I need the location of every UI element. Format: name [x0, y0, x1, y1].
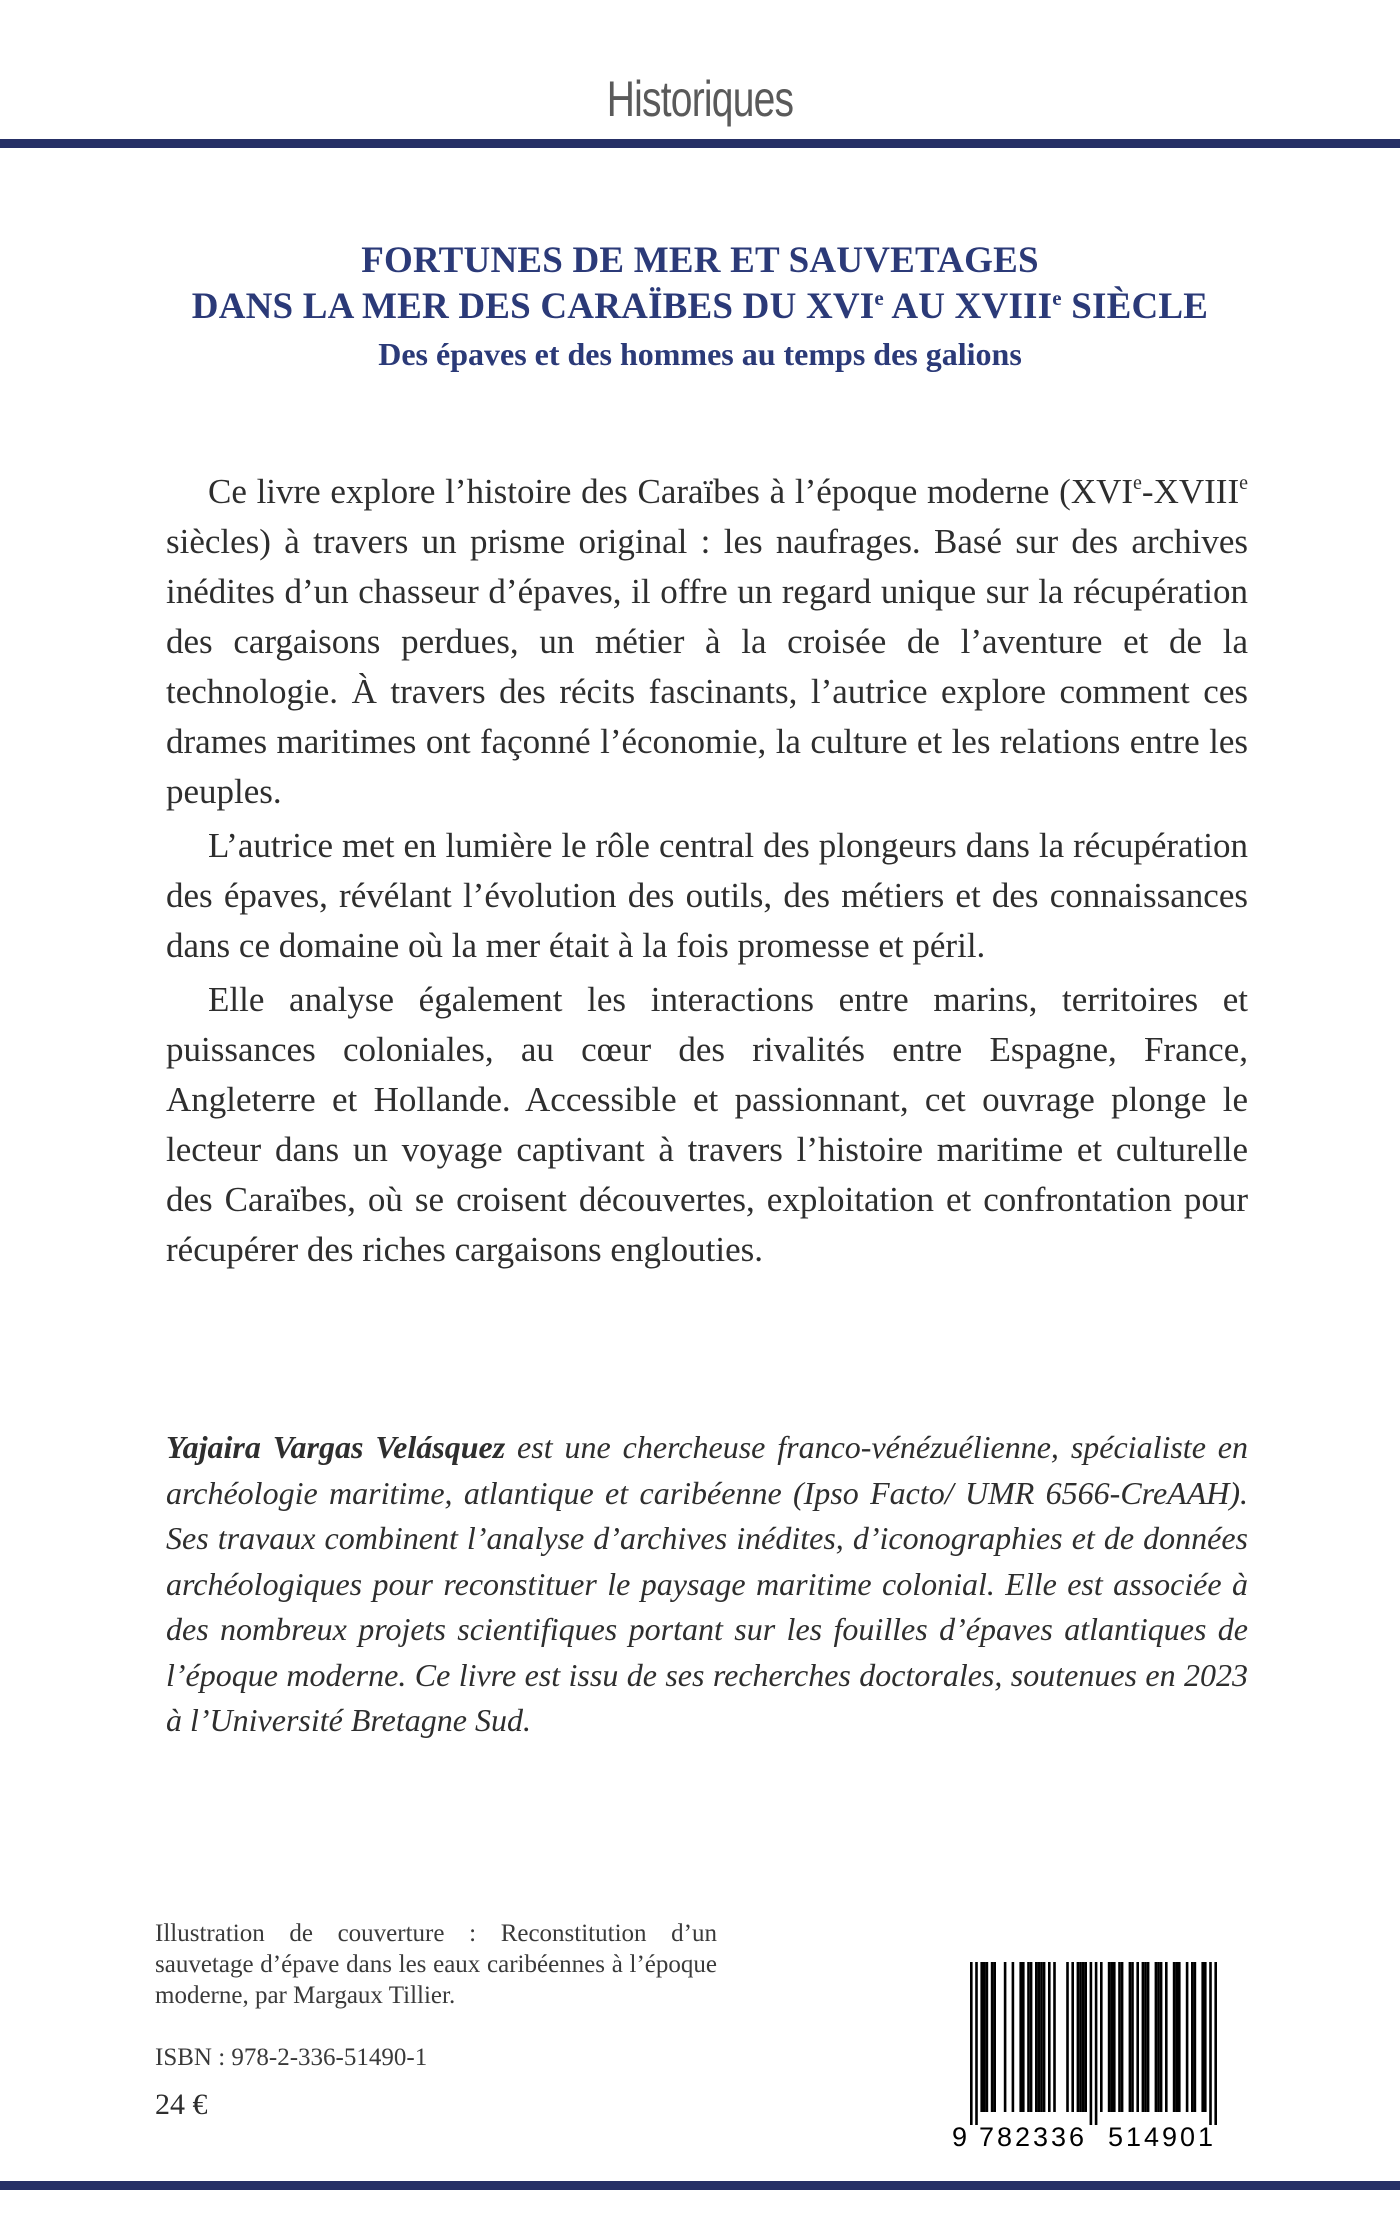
barcode-bar — [1178, 1962, 1181, 2112]
barcode-bar — [1194, 1962, 1197, 2112]
barcode-bar — [986, 1962, 989, 2112]
barcode-bar — [980, 1962, 983, 2112]
barcode-bar — [1173, 1962, 1176, 2112]
barcode-bar — [1209, 1962, 1212, 2125]
title-line-2-post: SIÈCLE — [1061, 286, 1209, 327]
barcode-bar — [1040, 1962, 1043, 2112]
barcode-bar — [975, 1962, 978, 2125]
summary — [166, 467, 1248, 1275]
summary-paragraph-2: L’autrice met en lumière le rôle central des plongeurs dans la récupération des épaves, révélant l’évolution des outils, des métiers et des connaissances dans ce domaine où la mer était à la fois promesse et péril. — [166, 826, 1248, 965]
barcode-bar — [1157, 1962, 1160, 2112]
barcode-bar — [1142, 1962, 1145, 2112]
barcode-bar — [1012, 1962, 1015, 2112]
barcode-bar — [1027, 1962, 1030, 2112]
barcode-bar — [1165, 1962, 1168, 2112]
barcode-bar — [970, 1962, 973, 2125]
series-name: Historiques — [606, 71, 794, 127]
barcode-bar — [1186, 1962, 1189, 2112]
title-line-1: FORTUNES DE MER ET SAUVETAGES — [361, 240, 1039, 281]
barcode-left-digits: 782336 — [978, 2122, 1088, 2152]
barcode-bar — [1160, 1962, 1163, 2112]
barcode-bar — [1084, 1962, 1087, 2112]
barcode-right-digits: 514901 — [1107, 2122, 1217, 2152]
author-name: Yajaira Vargas Velásquez — [166, 1429, 506, 1465]
barcode-bar — [1019, 1962, 1022, 2112]
barcode-bar — [1214, 1962, 1217, 2125]
title-line-2-mid: AU XVIII — [883, 286, 1053, 327]
barcode-bar — [1035, 1962, 1038, 2112]
barcode-bar — [1053, 1962, 1056, 2112]
p1-sup-1: e — [1133, 472, 1142, 494]
barcode-bar — [1079, 1962, 1082, 2112]
barcode-bar — [1082, 1962, 1085, 2112]
barcode-bar — [1004, 1962, 1007, 2112]
summary-paragraph-3: Elle analyse également les interactions entre marins, territoires et puissances coloniales, au cœur des rivalités entre Espagne, France, Angleterre et Hollande. Accessible et passionnant, cet ouvrage plonge le lecteur dans un voyage captivant à travers l’histoire maritime et culturelle des Caraïbes, où se croisent découvertes, exploitation et confrontation pour récupérer des riches cargaisons englouties. — [166, 980, 1248, 1269]
p1-part-a: Ce livre explore l’histoire des Caraïbes à l’époque moderne (XVI — [208, 472, 1134, 511]
author-bio — [166, 1425, 1248, 1744]
barcode-bar — [991, 1962, 994, 2112]
barcode-bar — [1136, 1962, 1139, 2112]
barcode-first-digit: 9 — [952, 2122, 968, 2152]
barcode-bar — [1090, 1962, 1093, 2125]
title-sup-1: e — [874, 286, 884, 310]
summary-paragraph-1 — [166, 467, 1248, 817]
p1-sup-2: e — [1239, 472, 1248, 494]
barcode-bar — [1147, 1962, 1150, 2112]
barcode — [950, 1960, 1235, 2153]
barcode-bar — [1038, 1962, 1041, 2112]
barcode-bar — [1030, 1962, 1033, 2112]
top-rule — [0, 139, 1400, 148]
barcode-bar — [1100, 1962, 1103, 2112]
title-sup-2: e — [1052, 286, 1062, 310]
bottom-rule — [0, 2181, 1400, 2190]
barcode-bar — [1118, 1962, 1121, 2112]
barcode-bar — [1108, 1962, 1111, 2112]
barcode-bar — [1071, 1962, 1074, 2112]
isbn: ISBN : 978-2-336-51490-1 — [155, 2044, 428, 2071]
cover-credit: Illustration de couverture : Reconstitution d’un sauvetage d’épave dans les eaux caribéennes à l’époque moderne, par Margaux Tillier. — [155, 1920, 717, 2009]
barcode-bar — [1066, 1962, 1069, 2112]
barcode-bar — [1131, 1962, 1134, 2112]
barcode-bar — [1110, 1962, 1113, 2112]
subtitle: Des épaves et des hommes au temps des galions — [378, 336, 1022, 372]
barcode-bar — [1144, 1962, 1147, 2112]
barcode-bar — [1155, 1962, 1158, 2112]
p1-part-c: siècles) à travers un prisme original : les naufrages. Basé sur des archives inédites d’un chasseur d’épaves, il offre un regard unique sur la récupération des cargaisons perdues, un métier à la croisée de l’aventure et de la technologie. À travers des récits fascinants, l’autrice explore comment ces drames maritimes ont façonné l’économie, la culture et les relations entre les peuples. — [166, 522, 1248, 811]
price: 24 € — [155, 2088, 208, 2121]
p1-part-b: -XVIII — [1141, 472, 1240, 511]
barcode-bar — [1113, 1962, 1116, 2112]
barcode-bar — [1048, 1962, 1051, 2112]
barcode-bar — [1095, 1962, 1098, 2125]
title-line-2 — [0, 284, 1400, 330]
barcode-bar — [1129, 1962, 1132, 2112]
barcode-bars — [970, 1962, 1217, 2125]
barcode-bar — [1121, 1962, 1124, 2112]
barcode-bar — [1022, 1962, 1025, 2112]
title-block — [0, 238, 1400, 376]
barcode-bar — [983, 1962, 986, 2112]
title-line-2-pre: DANS LA MER DES CARAÏBES DU XVI — [191, 286, 875, 327]
barcode-bar — [1175, 1962, 1178, 2112]
barcode-bar — [1201, 1962, 1204, 2112]
author-bio-text: est une chercheuse franco-vénézuélienne, spécialiste en archéologie maritime, atlantique et caribéenne (Ipso Facto/ UMR 6566-CreAAH). Ses travaux combinent l’analyse d’archives inédites, d’iconographies et de données archéologiques pour reconstituer le paysage maritime colonial. Elle est associée à des nombreux projets scientifiques portant sur les fouilles d’épaves atlantiques de l’époque moderne. Ce livre est issu de ses recherches doctorales, soutenues en 2023 à l’Université Bretagne Sud. — [166, 1429, 1249, 1738]
barcode-bar — [1043, 1962, 1046, 2112]
barcode-bar — [993, 1962, 996, 2112]
barcode-bar — [1204, 1962, 1207, 2112]
barcode-bar — [1077, 1962, 1080, 2112]
barcode-bar — [1191, 1962, 1194, 2112]
